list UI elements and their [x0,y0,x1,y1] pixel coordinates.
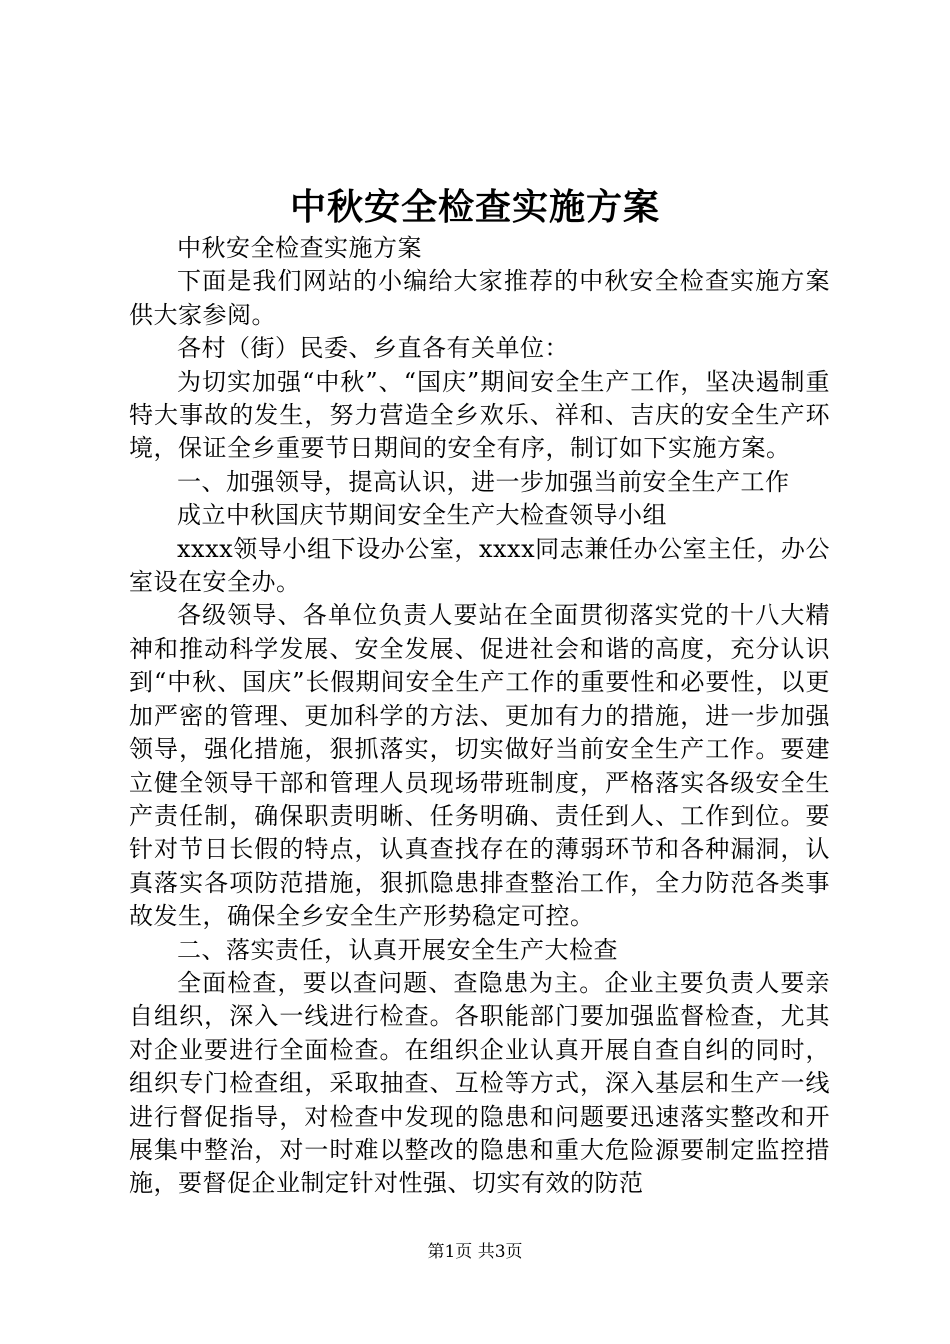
document-body [129,232,830,1201]
paragraph-responsibilities: 各级领导、各单位负责人要站在全面贯彻落实党的十八大精神和推动科学发展、安全发展、促进社会和谐的高度，充分认识到“中秋、国庆”长假期间安全生产工作的重要性和必要性，以更加严密的管理、更加科学的方法、更加有力的措施，进一步加强领导，强化措施，狠抓落实，切实做好当前安全生产工作。要建立健全领导干部和管理人员现场带班制度，严格落实各级安全生产责任制，确保职责明晰、任务明确、责任到人、工作到位。要针对节日长假的特点，认真查找存在的薄弱环节和各种漏洞，认真落实各项防范措施，狠抓隐患排查整治工作，全力防范各类事故发生，确保全乡安全生产形势稳定可控。 [129,601,830,931]
paragraph-salutation: 各村（街）民委、乡直各有关单位： [177,334,569,363]
section-heading-2: 二、落实责任，认真开展安全生产大检查 [177,935,618,964]
section-heading-1: 一、加强领导，提高认识，进一步加强当前安全生产工作 [177,467,790,496]
paragraph-purpose: 为切实加强“中秋”、“国庆”期间安全生产工作，坚决遏制重特大事故的发生，努力营造全乡欢乐、祥和、吉庆的安全生产环境，保证全乡重要节日期间的安全有序，制订如下实施方案。 [129,367,830,463]
paragraph-intro: 下面是我们网站的小编给大家推荐的中秋安全检查实施方案供大家参阅。 [129,267,830,329]
page-footer: 第1页 共3页 [427,1242,523,1262]
document-title: 中秋安全检查实施方案 [289,186,660,228]
paragraph-heading-repeat: 中秋安全检查实施方案 [177,234,422,262]
paragraph-office: xxxx领导小组下设办公室，xxxx同志兼任办公室主任，办公室设在安全办。 [129,534,830,597]
paragraph-inspection: 全面检查，要以查问题、查隐患为主。企业主要负责人要亲自组织，深入一线进行检查。各职能部门要加强监督检查，尤其对企业要进行全面检查。在组织企业认真开展自查自纠的同时，组织专门检查组，采取抽查、互检等方式，深入基层和生产一线进行督促指导，对检查中发现的隐患和问题要迅速落实整改和开展集中整治，对一时难以整改的隐患和重大危险源要制定监控措施，要督促企业制定针对性强、切实有效的防范 [129,968,830,1198]
paragraph-leading-group: 成立中秋国庆节期间安全生产大检查领导小组 [177,501,667,530]
